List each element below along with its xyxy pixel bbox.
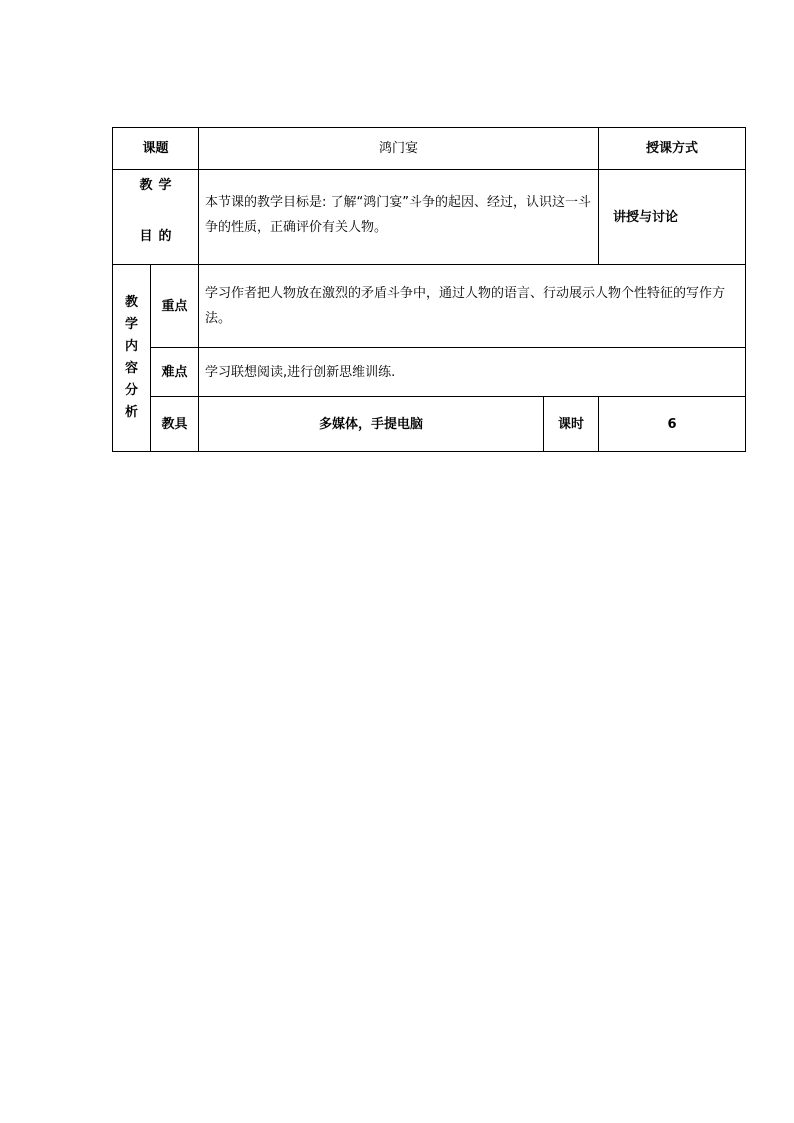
- analysis-char: 分: [124, 383, 138, 398]
- goal-text: 本节课的教学目标是: 了解“鸿门宴”斗争的起因、经过，认识这一斗争的性质，正确评价有关人物。: [199, 170, 599, 265]
- key-point-label: 重点: [151, 265, 199, 348]
- key-point-text: 学习作者把人物放在激烈的矛盾斗争中，通过人物的语言、行动展示人物个性特征的写作方法。: [199, 265, 746, 348]
- difficulty-label: 难点: [151, 348, 199, 397]
- hours-value: 6: [599, 397, 746, 452]
- goal-row: [113, 170, 746, 265]
- tools-label: 教具: [151, 397, 199, 452]
- goal-label-line2: 目的: [139, 229, 178, 244]
- analysis-char: 析: [124, 405, 138, 420]
- tools-row: [113, 397, 746, 452]
- topic-row: [113, 128, 746, 170]
- goal-label: [113, 170, 199, 265]
- difficulty-text: 学习联想阅读,进行创新思维训练.: [199, 348, 746, 397]
- analysis-char: 内: [124, 339, 138, 354]
- lesson-plan-table: [112, 127, 746, 452]
- topic-label: 课题: [113, 128, 199, 170]
- content-analysis-label: [113, 265, 151, 452]
- goal-label-line1: 教学: [139, 178, 178, 193]
- difficulty-row: [113, 348, 746, 397]
- method-label: 授课方式: [599, 128, 746, 170]
- hours-label: 课时: [544, 397, 599, 452]
- tools-value: 多媒体，手提电脑: [199, 397, 544, 452]
- method-value: 讲授与讨论: [599, 170, 746, 265]
- topic-value: 鸿门宴: [199, 128, 599, 170]
- analysis-char: 学: [124, 317, 138, 332]
- analysis-char: 教: [124, 295, 138, 310]
- analysis-char: 容: [124, 361, 138, 376]
- key-point-row: [113, 265, 746, 348]
